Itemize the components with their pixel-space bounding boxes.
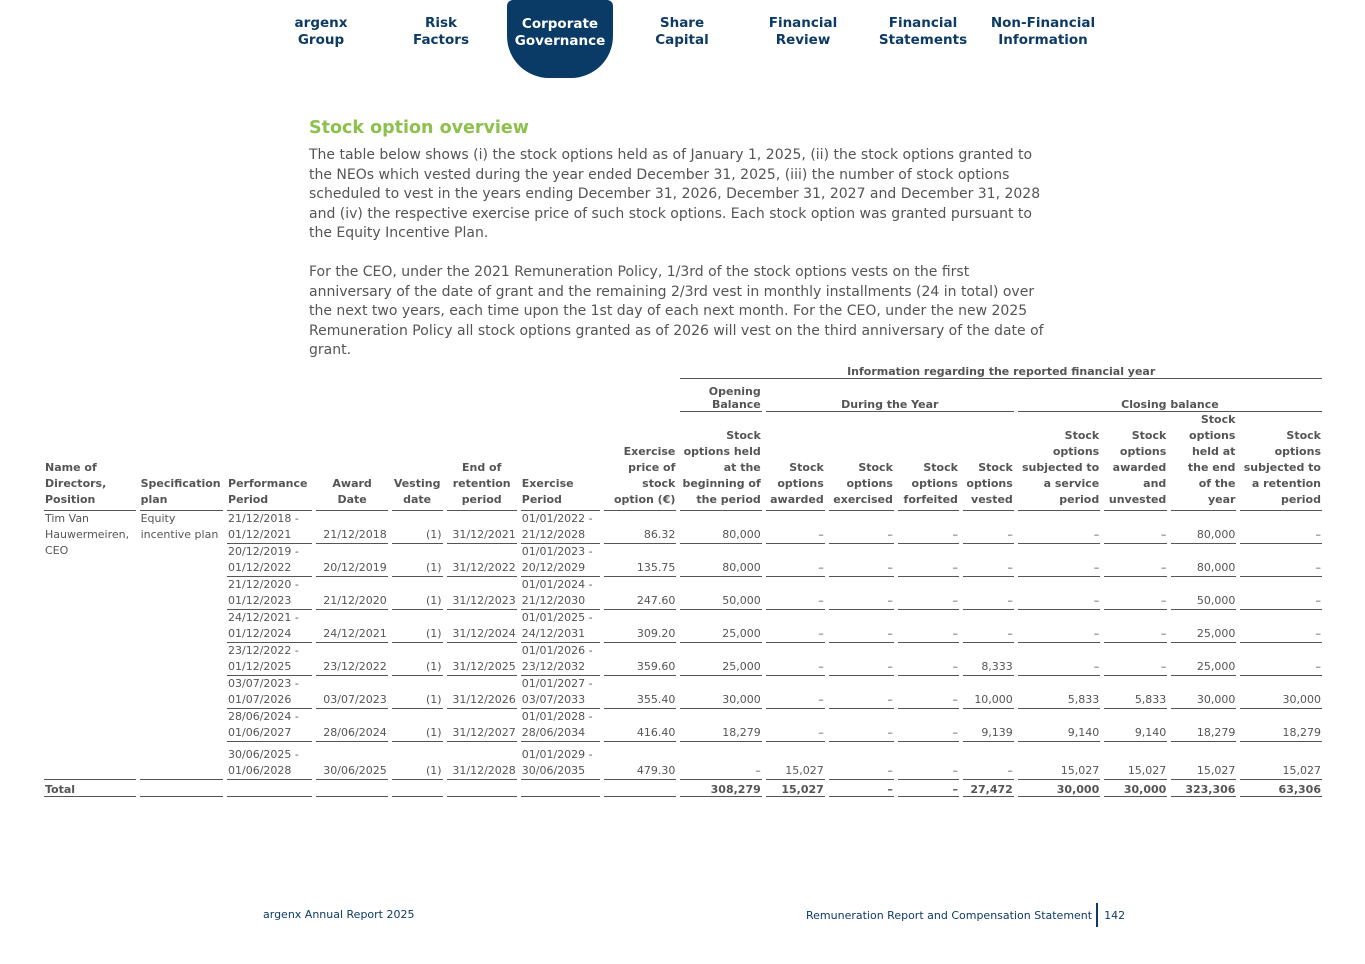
col-vesting-date: Vesting date	[392, 412, 443, 511]
nav-tab-share-capital[interactable]: Share Capital	[655, 15, 709, 48]
cell-awarded: –	[766, 709, 825, 742]
table-row	[44, 577, 1322, 610]
cell-service: –	[1018, 577, 1100, 610]
cell-held-end: 80,000	[1171, 511, 1236, 544]
cell-vested: –	[963, 742, 1014, 780]
cell-retention: 15,027	[1240, 742, 1322, 780]
col-exercise-price: Exercise price of stock option (€)	[604, 412, 676, 511]
cell-award-date: 28/06/2024	[316, 709, 387, 742]
total-service: 30,000	[1018, 780, 1100, 797]
total-exercised: –	[829, 780, 894, 797]
cell-held-begin: 80,000	[680, 511, 761, 544]
cell-performance-period: 24/12/2021 - 01/12/2024	[227, 610, 312, 643]
cell-performance-period: 21/12/2018 - 01/12/2021	[227, 511, 312, 544]
table-row	[44, 709, 1322, 742]
cell-retention: –	[1240, 643, 1322, 676]
cell-performance-period: 21/12/2020 - 01/12/2023	[227, 577, 312, 610]
cell-exercise-price: 135.75	[604, 544, 676, 577]
band-header-row	[44, 379, 1322, 412]
cell-unvested: –	[1104, 643, 1167, 676]
nav-tab-financial-review[interactable]: Financial Review	[768, 15, 838, 48]
cell-held-begin: 18,279	[680, 709, 761, 742]
col-awarded: Stock options awarded	[766, 412, 825, 511]
cell-vested: –	[963, 577, 1014, 610]
footer-divider	[1096, 903, 1098, 927]
cell-awarded: 15,027	[766, 742, 825, 780]
cell-retention: –	[1240, 511, 1322, 544]
cell-awarded: –	[766, 544, 825, 577]
cell-exercised: –	[829, 544, 894, 577]
cell-retention: 30,000	[1240, 676, 1322, 709]
group-header-row	[44, 362, 1322, 379]
total-vested: 27,472	[963, 780, 1014, 797]
cell-held-end: 18,279	[1171, 709, 1236, 742]
cell-award-date: 21/12/2018	[316, 511, 387, 544]
cell-held-end: 80,000	[1171, 544, 1236, 577]
cell-exercised: –	[829, 511, 894, 544]
cell-unvested: 15,027	[1104, 742, 1167, 780]
cell-exercise-price: 86.32	[604, 511, 676, 544]
cell-retention: –	[1240, 577, 1322, 610]
footer-section	[806, 903, 1125, 927]
cell-exercise-period: 01/01/2028 - 28/06/2034	[521, 709, 600, 742]
cell-unvested: 9,140	[1104, 709, 1167, 742]
cell-awarded: –	[766, 577, 825, 610]
cell-retention-date: 31/12/2028	[447, 742, 517, 780]
cell-exercised: –	[829, 643, 894, 676]
total-row	[44, 780, 1322, 797]
intro-paragraph-1: The table below shows (i) the stock options held as of January 1, 2025, (ii) the stock options granted to the NEOs which vested during the year ended December 31, 2025, (iii) the number of stock options scheduled to vest in the years ending December 31, 2026, December 31, 2027 and December 31, 2028 and (iv) the respective exercise price of such stock options. Each stock option was granted pursuant to the Equity Incentive Plan.	[309, 147, 1041, 242]
cell-retention-date: 31/12/2026	[447, 676, 517, 709]
cell-exercised: –	[829, 742, 894, 780]
cell-exercise-period: 01/01/2025 - 24/12/2031	[521, 610, 600, 643]
cell-exercised: –	[829, 709, 894, 742]
cell-held-end: 15,027	[1171, 742, 1236, 780]
cell-forfeited: –	[898, 610, 959, 643]
cell-exercise-period: 01/01/2029 - 30/06/2035	[521, 742, 600, 780]
band-during-year: During the Year	[766, 379, 1014, 412]
specification-plan: Equity incentive plan	[140, 511, 223, 780]
cell-retention-date: 31/12/2021	[447, 511, 517, 544]
cell-service: –	[1018, 544, 1100, 577]
col-retention: End of retention period	[447, 412, 517, 511]
cell-vesting-date: (1)	[392, 577, 443, 610]
cell-exercise-price: 479.30	[604, 742, 676, 780]
cell-awarded: –	[766, 643, 825, 676]
nav-tab-corporate-governance[interactable]: Corporate Governance	[507, 0, 613, 78]
total-unvested: 30,000	[1104, 780, 1167, 797]
table-row	[44, 676, 1322, 709]
cell-service: –	[1018, 643, 1100, 676]
section-title: Stock option overview	[309, 118, 529, 138]
cell-service: –	[1018, 511, 1100, 544]
cell-held-end: 25,000	[1171, 610, 1236, 643]
page-number: 142	[1104, 908, 1126, 922]
cell-exercise-price: 309.20	[604, 610, 676, 643]
col-held-end: Stock options held at the end of the year	[1171, 412, 1236, 511]
nav-tab-financial-statements[interactable]: Financial Statements	[878, 15, 968, 48]
nav-tab-risk-factors[interactable]: Risk Factors	[413, 15, 469, 48]
col-exercise-period: Exercise Period	[521, 412, 600, 511]
cell-exercise-period: 01/01/2026 - 23/12/2032	[521, 643, 600, 676]
total-label: Total	[44, 780, 136, 797]
cell-retention-date: 31/12/2022	[447, 544, 517, 577]
cell-forfeited: –	[898, 742, 959, 780]
cell-forfeited: –	[898, 511, 959, 544]
intro-paragraph-2: For the CEO, under the 2021 Remuneration Policy, 1/3rd of the stock options vests on the first anniversary of the date of grant and the remaining 2/3rd vest in monthly installments (24 in total) over the next two years, each time upon the 1st day of each next month. For the CEO, under the new 2025 Remuneration Policy all stock options granted as of 2026 will vest on the third anniversary of the date of grant.	[309, 264, 1044, 359]
cell-retention: –	[1240, 544, 1322, 577]
cell-held-begin: 25,000	[680, 610, 761, 643]
cell-forfeited: –	[898, 544, 959, 577]
stock-option-table	[40, 362, 1326, 797]
cell-held-begin: –	[680, 742, 761, 780]
col-service: Stock options subjected to a service period	[1018, 412, 1100, 511]
cell-award-date: 24/12/2021	[316, 610, 387, 643]
col-vested: Stock options vested	[963, 412, 1014, 511]
cell-award-date: 30/06/2025	[316, 742, 387, 780]
cell-exercise-price: 355.40	[604, 676, 676, 709]
col-award-date: Award Date	[316, 412, 387, 511]
cell-unvested: –	[1104, 544, 1167, 577]
cell-exercise-period: 01/01/2027 - 03/07/2033	[521, 676, 600, 709]
cell-award-date: 03/07/2023	[316, 676, 387, 709]
cell-retention-date: 31/12/2023	[447, 577, 517, 610]
cell-exercise-price: 359.60	[604, 643, 676, 676]
column-header-row	[44, 412, 1322, 511]
top-navigation	[260, 0, 1105, 80]
col-performance: Performance Period	[227, 412, 312, 511]
cell-performance-period: 20/12/2019 - 01/12/2022	[227, 544, 312, 577]
cell-vesting-date: (1)	[392, 511, 443, 544]
cell-award-date: 21/12/2020	[316, 577, 387, 610]
total-forfeited: –	[898, 780, 959, 797]
cell-forfeited: –	[898, 577, 959, 610]
col-forfeited: Stock options forfeited	[898, 412, 959, 511]
cell-forfeited: –	[898, 676, 959, 709]
cell-unvested: –	[1104, 610, 1167, 643]
cell-vesting-date: (1)	[392, 610, 443, 643]
cell-vested: –	[963, 610, 1014, 643]
cell-exercise-price: 247.60	[604, 577, 676, 610]
cell-performance-period: 30/06/2025 - 01/06/2028	[227, 742, 312, 780]
cell-exercised: –	[829, 610, 894, 643]
table-body	[44, 511, 1322, 797]
total-held-begin: 308,279	[680, 780, 761, 797]
cell-held-begin: 50,000	[680, 577, 761, 610]
cell-held-begin: 30,000	[680, 676, 761, 709]
cell-vesting-date: (1)	[392, 676, 443, 709]
total-held-end: 323,306	[1171, 780, 1236, 797]
cell-unvested: –	[1104, 577, 1167, 610]
group-header: Information regarding the reported financial year	[680, 362, 1322, 379]
table-row	[44, 742, 1322, 780]
cell-awarded: –	[766, 511, 825, 544]
cell-held-begin: 80,000	[680, 544, 761, 577]
cell-vesting-date: (1)	[392, 643, 443, 676]
cell-award-date: 20/12/2019	[316, 544, 387, 577]
cell-performance-period: 03/07/2023 - 01/07/2026	[227, 676, 312, 709]
cell-vested: –	[963, 544, 1014, 577]
total-awarded: 15,027	[766, 780, 825, 797]
cell-vested: 9,139	[963, 709, 1014, 742]
col-retention-period: Stock options subjected to a retention period	[1240, 412, 1322, 511]
band-opening-balance: Opening Balance	[680, 379, 761, 412]
cell-performance-period: 28/06/2024 - 01/06/2027	[227, 709, 312, 742]
band-closing-balance: Closing balance	[1018, 379, 1322, 412]
footer-section-title: Remuneration Report and Compensation Statement	[806, 908, 1093, 922]
cell-vesting-date: (1)	[392, 709, 443, 742]
cell-vesting-date: (1)	[392, 544, 443, 577]
cell-exercised: –	[829, 676, 894, 709]
col-exercised: Stock options exercised	[829, 412, 894, 511]
cell-awarded: –	[766, 610, 825, 643]
cell-vested: 10,000	[963, 676, 1014, 709]
cell-award-date: 23/12/2022	[316, 643, 387, 676]
cell-vested: 8,333	[963, 643, 1014, 676]
nav-tab-argenx-group[interactable]: argenx Group	[294, 15, 348, 48]
cell-performance-period: 23/12/2022 - 01/12/2025	[227, 643, 312, 676]
cell-exercised: –	[829, 577, 894, 610]
cell-unvested: 5,833	[1104, 676, 1167, 709]
cell-forfeited: –	[898, 643, 959, 676]
col-held-begin: Stock options held at the beginning of the period	[680, 412, 761, 511]
cell-held-end: 30,000	[1171, 676, 1236, 709]
cell-retention-date: 31/12/2027	[447, 709, 517, 742]
cell-awarded: –	[766, 676, 825, 709]
nav-tab-non-financial-information[interactable]: Non-Financial Information	[990, 15, 1096, 48]
cell-vesting-date: (1)	[392, 742, 443, 780]
cell-exercise-period: 01/01/2023 - 20/12/2029	[521, 544, 600, 577]
cell-unvested: –	[1104, 511, 1167, 544]
cell-service: 9,140	[1018, 709, 1100, 742]
cell-service: 5,833	[1018, 676, 1100, 709]
footer-report-title: argenx Annual Report 2025	[263, 908, 415, 921]
table-row	[44, 610, 1322, 643]
cell-held-begin: 25,000	[680, 643, 761, 676]
cell-held-end: 25,000	[1171, 643, 1236, 676]
cell-retention: –	[1240, 610, 1322, 643]
cell-retention-date: 31/12/2025	[447, 643, 517, 676]
table-row	[44, 643, 1322, 676]
total-retention: 63,306	[1240, 780, 1322, 797]
table-row	[44, 544, 1322, 577]
col-unvested: Stock options awarded and unvested	[1104, 412, 1167, 511]
cell-retention: 18,279	[1240, 709, 1322, 742]
col-plan: Specification plan	[140, 412, 223, 511]
col-name: Name of Directors, Position	[44, 412, 136, 511]
cell-retention-date: 31/12/2024	[447, 610, 517, 643]
cell-exercise-period: 01/01/2022 - 21/12/2028	[521, 511, 600, 544]
table-row	[44, 511, 1322, 544]
cell-service: 15,027	[1018, 742, 1100, 780]
cell-held-end: 50,000	[1171, 577, 1236, 610]
cell-forfeited: –	[898, 709, 959, 742]
cell-exercise-period: 01/01/2024 - 21/12/2030	[521, 577, 600, 610]
director-name: Tim Van Hauwermeiren, CEO	[44, 511, 136, 780]
cell-vested: –	[963, 511, 1014, 544]
cell-service: –	[1018, 610, 1100, 643]
cell-exercise-price: 416.40	[604, 709, 676, 742]
